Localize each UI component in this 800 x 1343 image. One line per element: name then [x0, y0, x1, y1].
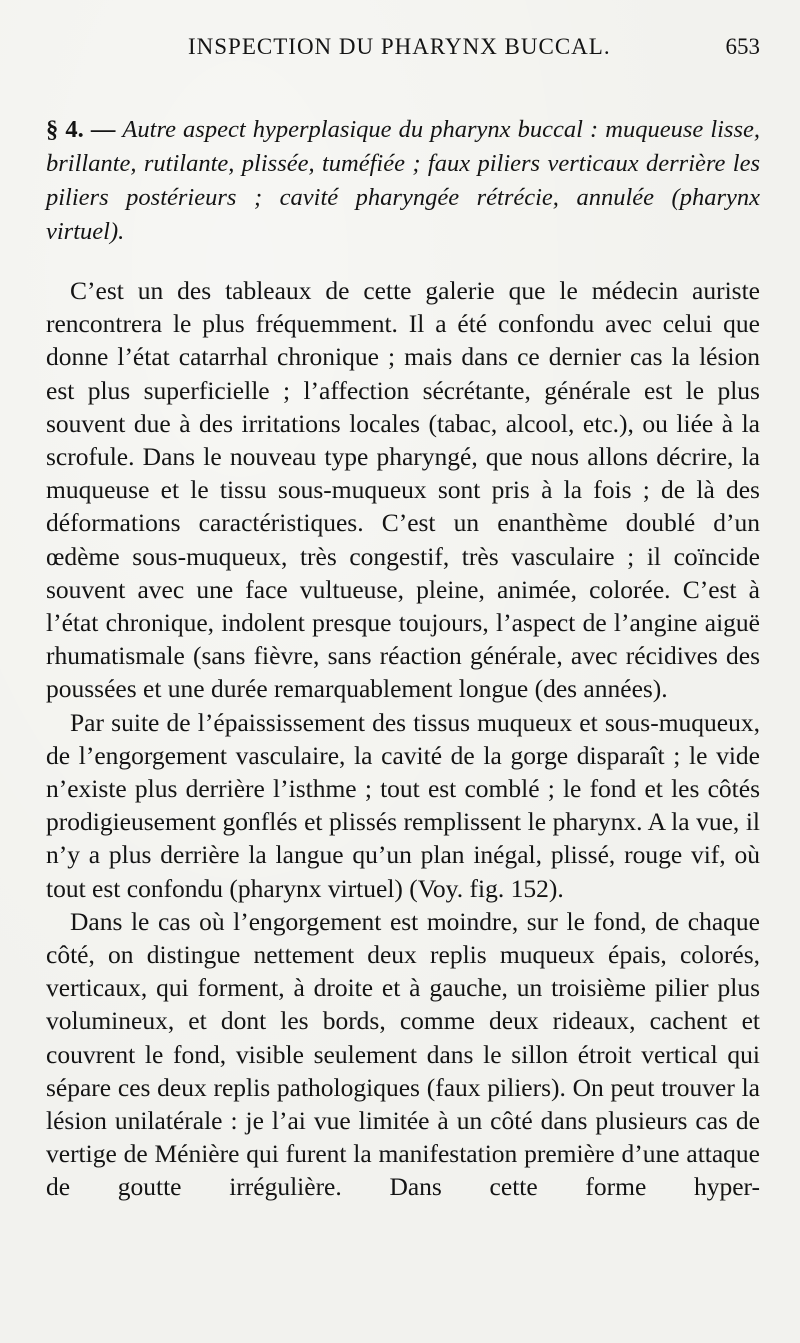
running-title: INSPECTION DU PHARYNX BUCCAL.: [188, 34, 611, 59]
section-number: § 4. —: [46, 116, 123, 143]
running-header: [0, 34, 800, 74]
paragraph-2: Par suite de l’épaississement des tissus muqueux et sous-muqueux, de l’engorgement vasculaire, la cavité de la gorge disparaît ; le vide n’existe plus derrière l’isthme ; tout est comblé ; le fond et les côtés prodigieusement gonflés et plissés remplissent le pharynx. A la vue, il n’y a plus derrière la langue qu’un plan inégal, plissé, rouge vif, où tout est confondu (pharynx virtuel) (Voy. fig. 152).: [46, 707, 760, 903]
body-text: [46, 274, 760, 1204]
paragraph-3: Dans le cas où l’engorgement est moindre, sur le fond, de chaque côté, on distingue nettement deux replis muqueux épais, colorés, verticaux, qui forment, à droite et à gauche, un troisième pilier plus volumineux, et dont les bords, comme deux rideaux, cachent et couvrent le fond, visible seulement dans le sillon étroit vertical qui sépare ces deux replis pathologiques (faux piliers). On peut trouver la lésion unilatérale : je l’ai vue limitée à un côté dans plusieurs cas de vertige de Ménière qui furent la manifestation première d’une attaque de goutte irrégulière. Dans cette forme hyper-: [46, 906, 760, 1202]
page-number: 653: [725, 34, 760, 59]
section-title: Autre aspect hyperplasique du pharynx buccal : muqueuse lisse, brillante, rutilante, plissée, tuméfiée ; faux piliers verticaux derrière les piliers postérieurs ; cavité pharyngée rétrécie, annulée (pharynx virtuel).: [46, 116, 761, 245]
paragraph-1: C’est un des tableaux de cette galerie que le médecin auriste rencontrera le plus fréquemment. Il a été confondu avec celui que donne l’état catarrhal chronique ; mais dans ce dernier cas la lésion est plus superficielle ; l’affection sécrétante, générale est le plus souvent due à des irritations locales (tabac, alcool, etc.), ou liée à la scrofule. Dans le nouveau type pharyngé, que nous allons décrire, la muqueuse et le tissu sous-muqueux sont pris à la fois ; de là des déformations caractéristiques. C’est un enanthème doublé d’un œdème sous-muqueux, très congestif, très vasculaire ; il coïncide souvent avec une face vultueuse, pleine, animée, colorée. C’est à l’état chronique, indolent presque toujours, l’aspect de l’angine aiguë rhumatismale (sans fièvre, sans réaction générale, avec récidives des poussées et une durée remarquablement longue (des années).: [46, 276, 760, 704]
section-heading: [46, 113, 760, 249]
